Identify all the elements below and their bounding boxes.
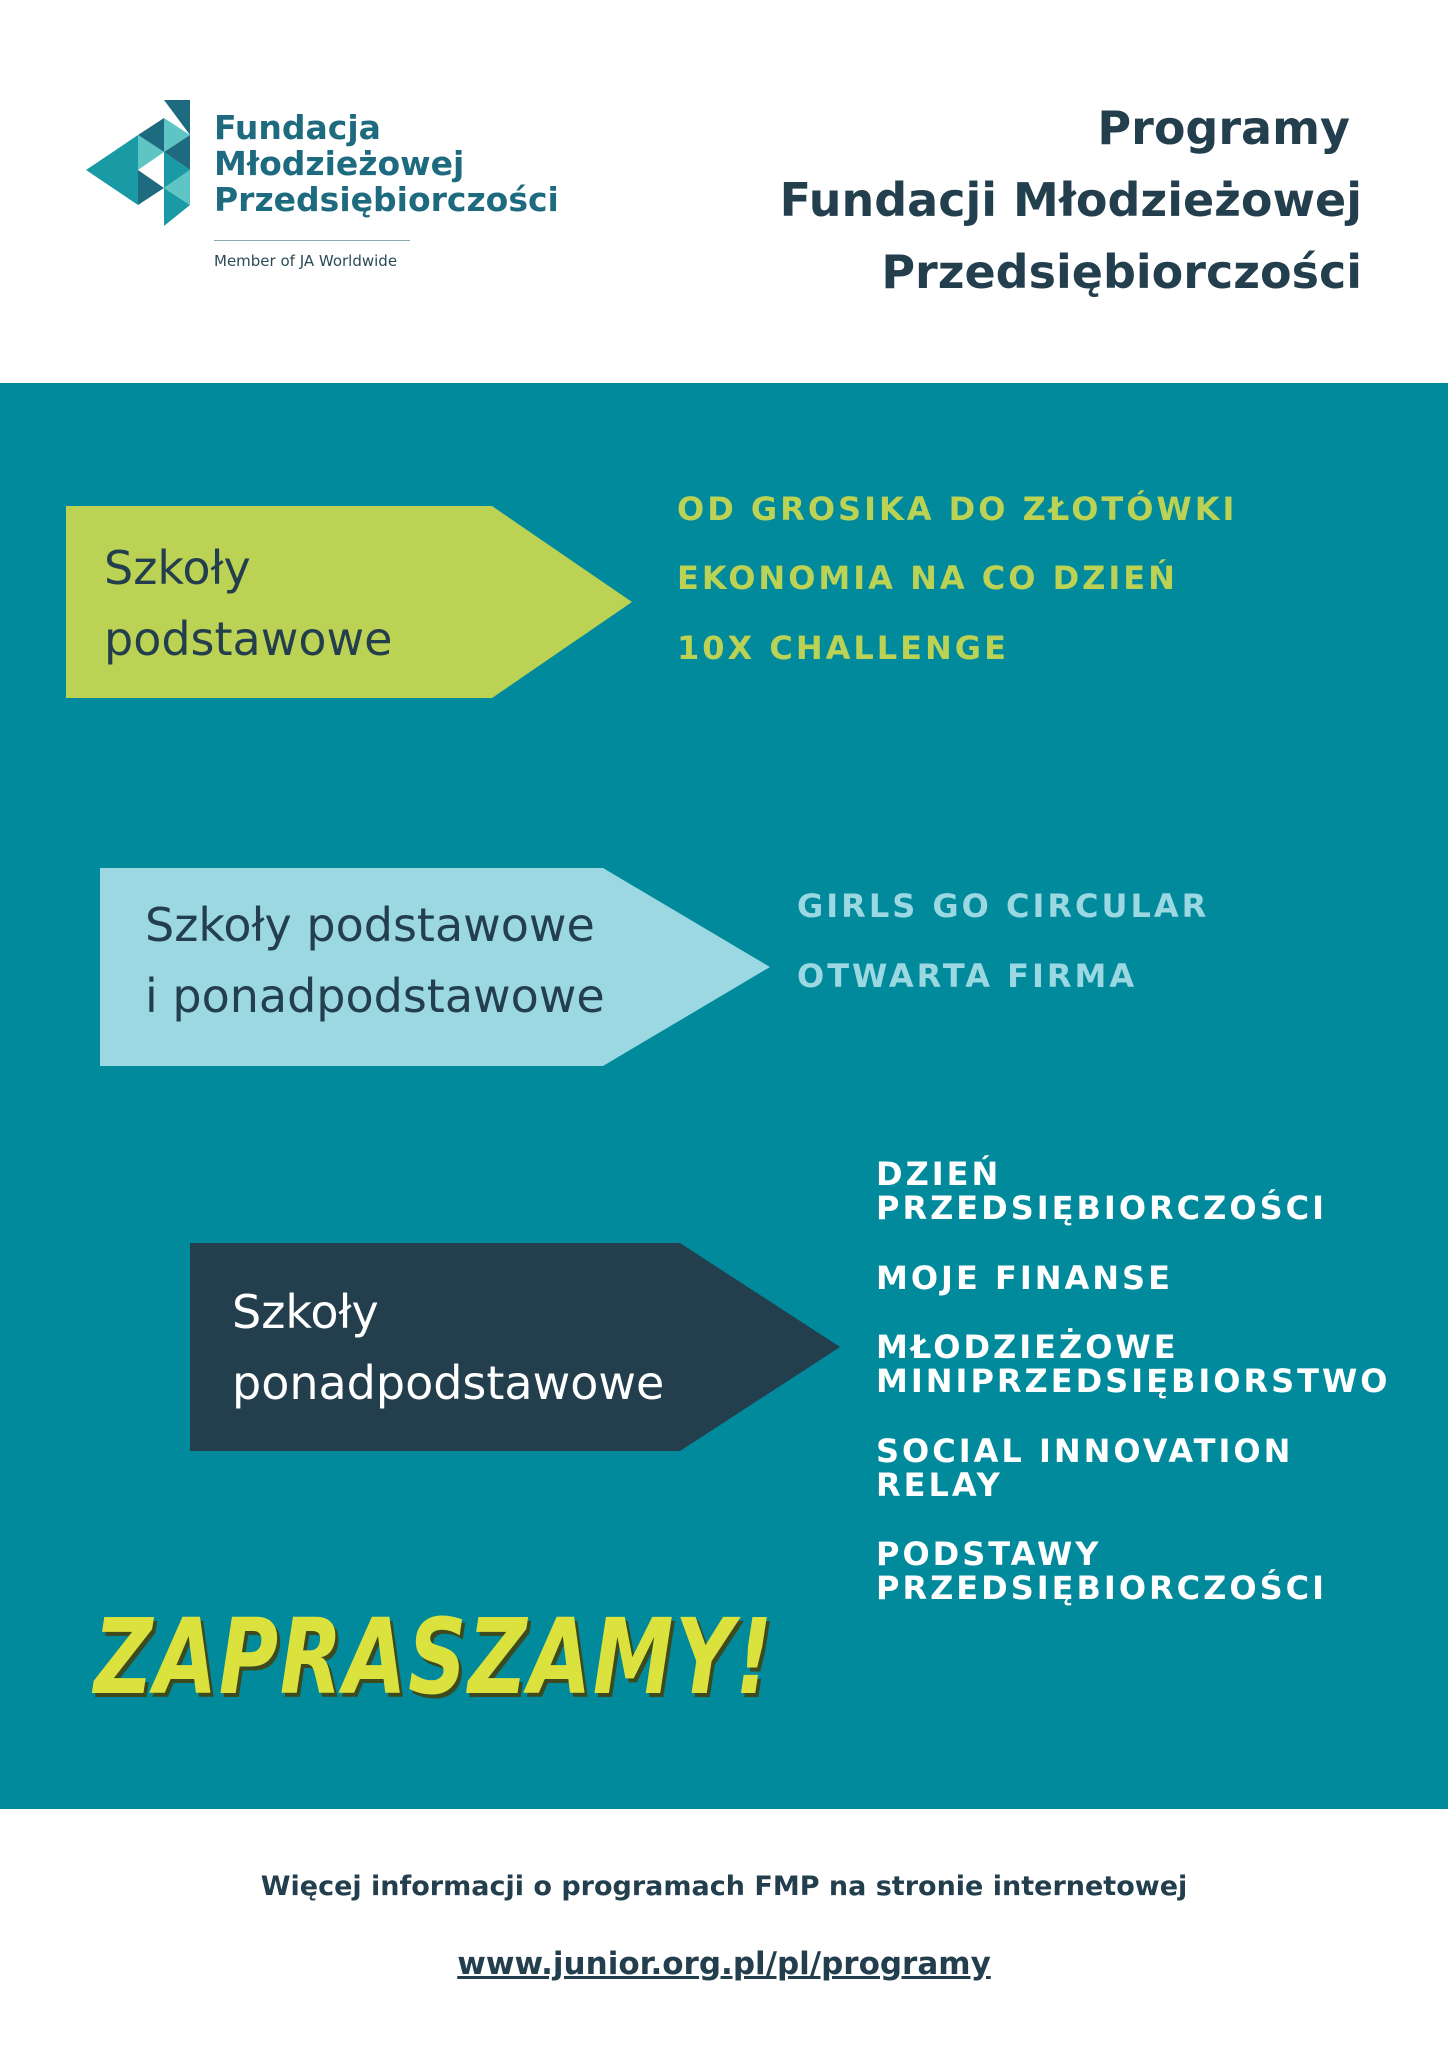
program-item: GIRLS GO CIRCULAR <box>797 887 1210 925</box>
program-line: PRZEDSIĘBIORCZOŚCI <box>876 1569 1327 1607</box>
program-item <box>876 1434 1293 1502</box>
section-label-line-1: Szkoły <box>104 541 251 595</box>
section-label-primary <box>104 533 392 675</box>
website-link[interactable]: www.junior.org.pl/pl/programy <box>457 1946 991 1982</box>
program-item: EKONOMIA NA CO DZIEŃ <box>677 559 1178 597</box>
program-item <box>876 1261 1173 1295</box>
footer <box>0 1809 1448 2048</box>
program-line: MŁODZIEŻOWE <box>876 1328 1179 1366</box>
section-label-primary-secondary <box>145 890 605 1032</box>
section-label-line-2: i ponadpodstawowe <box>145 969 605 1023</box>
program-line: MOJE FINANSE <box>876 1259 1173 1297</box>
program-line: SOCIAL INNOVATION <box>876 1432 1294 1470</box>
logo-divider <box>214 240 410 241</box>
footer-info-text: Więcej informacji o programach FMP na stronie internetowej <box>260 1871 1188 1902</box>
section-label-line-2: podstawowe <box>104 612 393 666</box>
program-line: PRZEDSIĘBIORCZOŚCI <box>876 1189 1327 1227</box>
title-line-2: Fundacji Młodzieżowej <box>779 173 1362 227</box>
program-item: OD GROSIKA DO ZŁOTÓWKI <box>677 490 1238 528</box>
logo-name-line-1: Fundacja <box>214 108 381 147</box>
section-label-line-1: Szkoły <box>232 1285 379 1339</box>
title-line-1: Programy <box>1097 101 1350 155</box>
logo-name-line-2: Młodzieżowej <box>214 144 465 183</box>
section-label-line-1: Szkoły podstawowe <box>145 898 595 952</box>
program-line: MINIPRZEDSIĘBIORSTWO <box>876 1362 1391 1400</box>
logo-name-line-3: Przedsiębiorczości <box>214 180 559 219</box>
header <box>0 0 1448 383</box>
program-item <box>876 1537 1327 1605</box>
program-item <box>876 1157 1327 1225</box>
program-item <box>876 1330 1390 1398</box>
program-line: PODSTAWY <box>876 1535 1102 1573</box>
title-line-3: Przedsiębiorczości <box>881 245 1362 299</box>
program-line: DZIEŃ <box>876 1155 1002 1193</box>
section-label-secondary <box>232 1277 664 1419</box>
logo-tagline: Member of JA Worldwide <box>214 252 398 270</box>
section-label-line-2: ponadpodstawowe <box>232 1356 665 1410</box>
program-line: RELAY <box>876 1466 1003 1504</box>
cta-heading: ZAPRASZAMY! <box>94 1596 774 1718</box>
program-item: 10X CHALLENGE <box>677 629 1009 667</box>
program-item: OTWARTA FIRMA <box>797 957 1138 995</box>
foundation-logo-icon <box>86 100 190 226</box>
